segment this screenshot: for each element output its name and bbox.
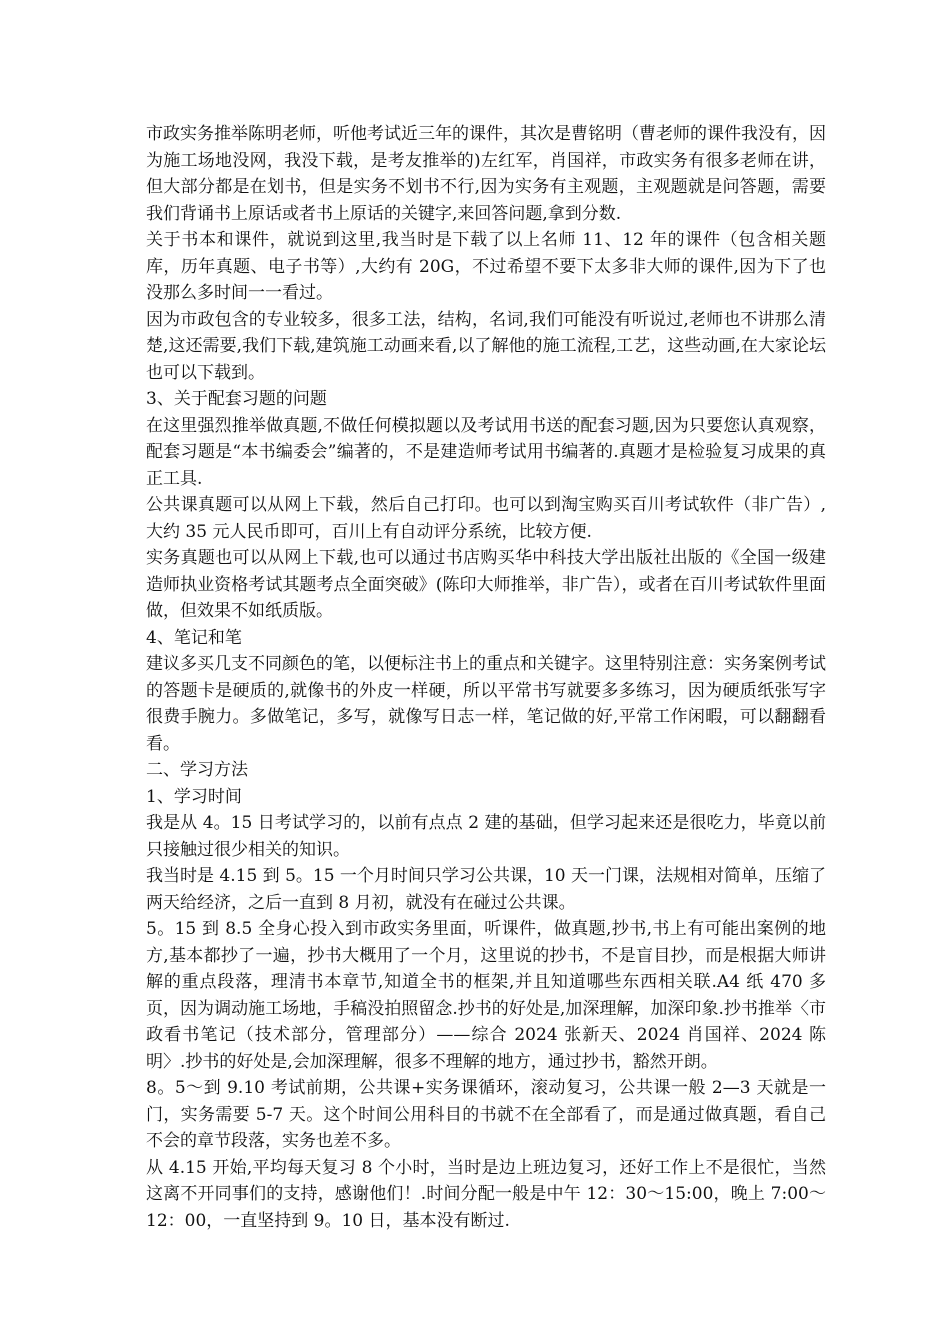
paragraph-public-course-schedule: 我当时是 4.15 到 5。15 一个月时间只学习公共课，10 天一门课，法规相对简单，压缩了两天给经济，之后一直到 8 月初，就没有在碰过公共课。 (146, 866, 826, 913)
paragraph-practice-exams: 实务真题也可以从网上下载,也可以通过书店购买华中科技大学出版社出版的《全国一级建造师执业资格考试其题考点全面突破》(陈印大师推举，非广告），或者在百川考试软件里面做，但效果不如纸质版。 (146, 548, 826, 621)
paragraph-construction-animations: 因为市政包含的专业较多，很多工法，结构，名词,我们可能没有听说过,老师也不讲那么清楚,这还需要,我们下载,建筑施工动画来看,以了解他的施工流程,工艺，这些动画,在大家论坛也可以下载到。 (146, 309, 826, 383)
heading-study-time: 1、学习时间 (146, 786, 242, 807)
paragraph-lecturer-recommendation: 市政实务推举陈明老师，听他考试近三年的课件，其次是曹铭明（曹老师的课件我没有，因为施工场地没网，我没下载，是考友推举的)左红军，肖国祥，市政实务有很多老师在讲，但大部分都是在划书，但是实务不划书不行,因为实务有主观题，主观题就是问答题，需要我们背诵书上原话或者书上原话的关键字,来回答问题,拿到分数. (146, 124, 826, 224)
paragraph-books-and-courseware: 关于书本和课件，就说到这里,我当时是下载了以上名师 11、12 年的课件（包含相关题库，历年真题、电子书等）,大约有 20G，不过希望不要下太多非大师的课件,因为下了也没那么多时间一一看过。 (146, 230, 826, 303)
paragraph-pens-advice: 建议多买几支不同颜色的笔，以便标注书上的重点和关键字。这里特别注意：实务案例考试的答题卡是硬质的,就像书的外皮一样硬，所以平常书写就要多多练习，因为硬质纸张写字很费手腕力。多做笔记，多写，就像写日志一样，笔记做的好,平常工作闲暇，可以翻翻看看。 (146, 654, 826, 754)
heading-notes-and-pens: 4、笔记和笔 (146, 627, 242, 648)
paragraph-public-course-exams: 公共课真题可以从网上下载，然后自己打印。也可以到淘宝购买百川考试软件（非广告）,大约 35 元人民币即可，百川上有自动评分系统，比较方便. (146, 495, 826, 542)
heading-exercise-questions: 3、关于配套习题的问题 (146, 389, 327, 409)
paragraph-real-exams: 在这里强烈推举做真题,不做任何模拟题以及考试用书送的配套习题,因为只要您认真观察，配套习题是“本书编委会”编著的，不是建造师考试用书编著的.真题才是检验复习成果的真正工具. (146, 415, 826, 489)
paragraph-study-start: 我是从 4。15 日考试学习的，以前有点点 2 建的基础，但学习起来还是很吃力，毕竟以前只接触过很少相关的知识。 (146, 813, 826, 860)
document-body (146, 121, 826, 1234)
paragraph-copying-book: 5。15 到 8.5 全身心投入到市政实务里面，听课件，做真题,抄书,书上有可能出案例的地方,基本都抄了一遍，抄书大概用了一个月，这里说的抄书，不是盲目抄，而是根据大师讲解的重点段落，理清书本章节,知道全书的框架,并且知道哪些东西相关联.A4 纸 470 多页，因为调动施工场地，手稿没拍照留念.抄书的好处是,加深理解，加深印象.抄书推举〈市政看书笔记（技术部分，管理部分）——综合 2024 张新天、2024 肖国祥、2024 陈明〉.抄书的好处是,会加深理解，很多不理解的地方，通过抄书，豁然开朗。 (146, 919, 826, 1072)
paragraph-daily-schedule: 从 4.15 开始,平均每天复习 8 个小时，当时是边上班边复习，还好工作上不是很忙，当然这离不开同事们的支持，感谢他们！.时间分配一般是中午 12：30～15:00，晚上 7:00～12：00，一直坚持到 9。10 日，基本没有断过. (146, 1157, 826, 1231)
heading-study-methods: 二、学习方法 (146, 760, 248, 780)
paragraph-rolling-review: 8。5～到 9.10 考试前期，公共课+实务课循环，滚动复习，公共课一般 2—3 天就是一门，实务需要 5-7 天。这个时间公用科目的书就不在全部看了，而是通过做真题，看自己不会的章节段落，实务也差不多。 (146, 1078, 826, 1151)
